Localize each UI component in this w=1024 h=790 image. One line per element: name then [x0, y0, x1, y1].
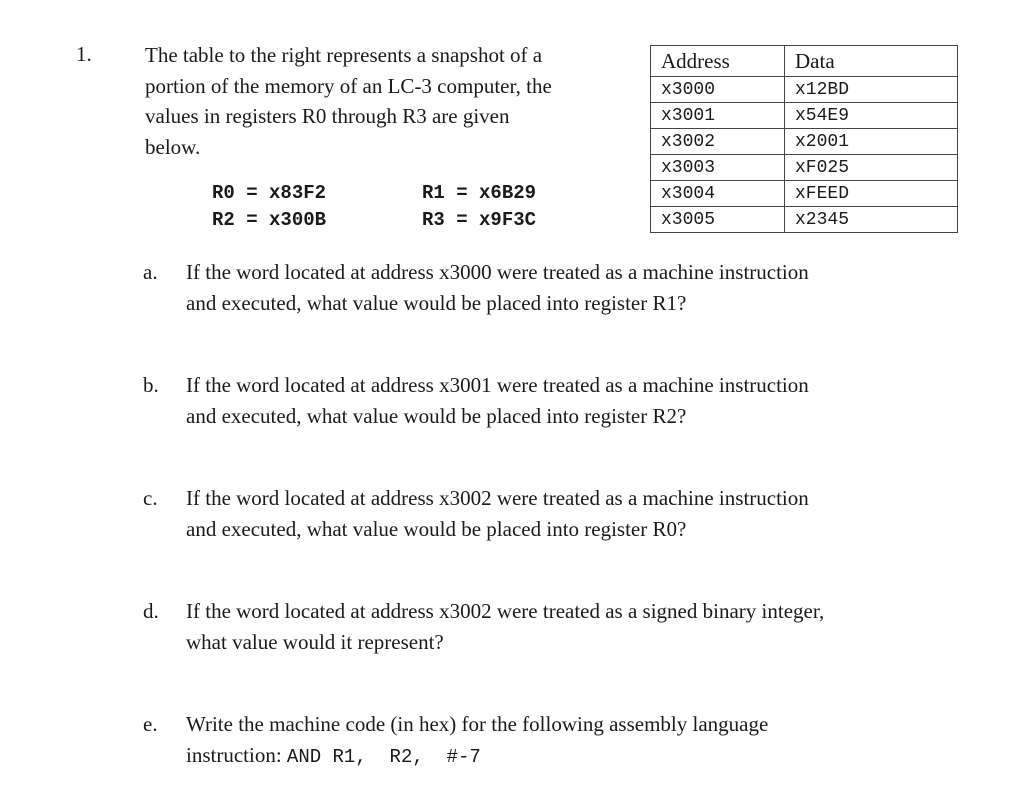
intro-line: The table to the right represents a snapshot of a	[145, 43, 543, 67]
part-text	[186, 370, 976, 432]
address-cell: x3003	[651, 155, 785, 181]
address-cell: x3000	[651, 77, 785, 103]
part-line: Write the machine code (in hex) for the following assembly language	[186, 712, 769, 736]
part-text	[186, 257, 976, 319]
address-cell: x3001	[651, 103, 785, 129]
part-letter: d.	[143, 599, 159, 623]
register-r2: R2 = x300B	[212, 209, 327, 231]
table-row	[651, 155, 958, 181]
register-r3: R3 = x9F3C	[422, 209, 537, 231]
part-line: If the word located at address x3000 were treated as a machine instruction	[186, 260, 809, 284]
data-cell: xFEED	[785, 181, 958, 207]
part-line	[186, 740, 976, 773]
data-cell: x54E9	[785, 103, 958, 129]
data-cell: x2001	[785, 129, 958, 155]
part-text	[186, 596, 976, 658]
data-cell: x2345	[785, 207, 958, 233]
part-text	[186, 483, 976, 545]
table-row	[651, 129, 958, 155]
memory-table	[650, 45, 958, 233]
intro-line: below.	[145, 134, 201, 159]
intro-line: portion of the memory of an LC-3 computer, the	[145, 73, 552, 98]
instruction-label: instruction:	[186, 743, 282, 767]
address-cell: x3004	[651, 181, 785, 207]
part-letter: e.	[143, 712, 158, 736]
part-letter: a.	[143, 260, 158, 284]
question-intro	[145, 40, 635, 162]
part-letter: b.	[143, 373, 159, 397]
table-row	[651, 77, 958, 103]
table-header-row	[651, 46, 958, 77]
part-line: and executed, what value would be placed into register R1?	[186, 291, 687, 315]
address-header: Address	[651, 46, 785, 77]
part-text	[186, 709, 976, 773]
data-cell: xF025	[785, 155, 958, 181]
part-line: If the word located at address x3001 were treated as a machine instruction	[186, 373, 809, 397]
register-r1: R1 = x6B29	[422, 182, 537, 204]
address-cell: x3005	[651, 207, 785, 233]
assembly-instruction: AND R1, R2, #-7	[286, 746, 481, 768]
part-line: If the word located at address x3002 were treated as a signed binary integer,	[186, 599, 825, 623]
part-line: what value would it represent?	[186, 630, 444, 654]
part-line: and executed, what value would be placed into register R2?	[186, 404, 687, 428]
data-cell: x12BD	[785, 77, 958, 103]
part-line: and executed, what value would be placed into register R0?	[186, 517, 687, 541]
data-header: Data	[785, 46, 958, 77]
part-line: If the word located at address x3002 were treated as a machine instruction	[186, 486, 809, 510]
address-cell: x3002	[651, 129, 785, 155]
question-number: 1.	[76, 42, 92, 66]
register-r0: R0 = x83F2	[212, 182, 327, 204]
intro-line: values in registers R0 through R3 are given	[145, 104, 510, 128]
part-letter: c.	[143, 486, 158, 510]
table-row	[651, 103, 958, 129]
table-row	[651, 207, 958, 233]
table-row	[651, 181, 958, 207]
